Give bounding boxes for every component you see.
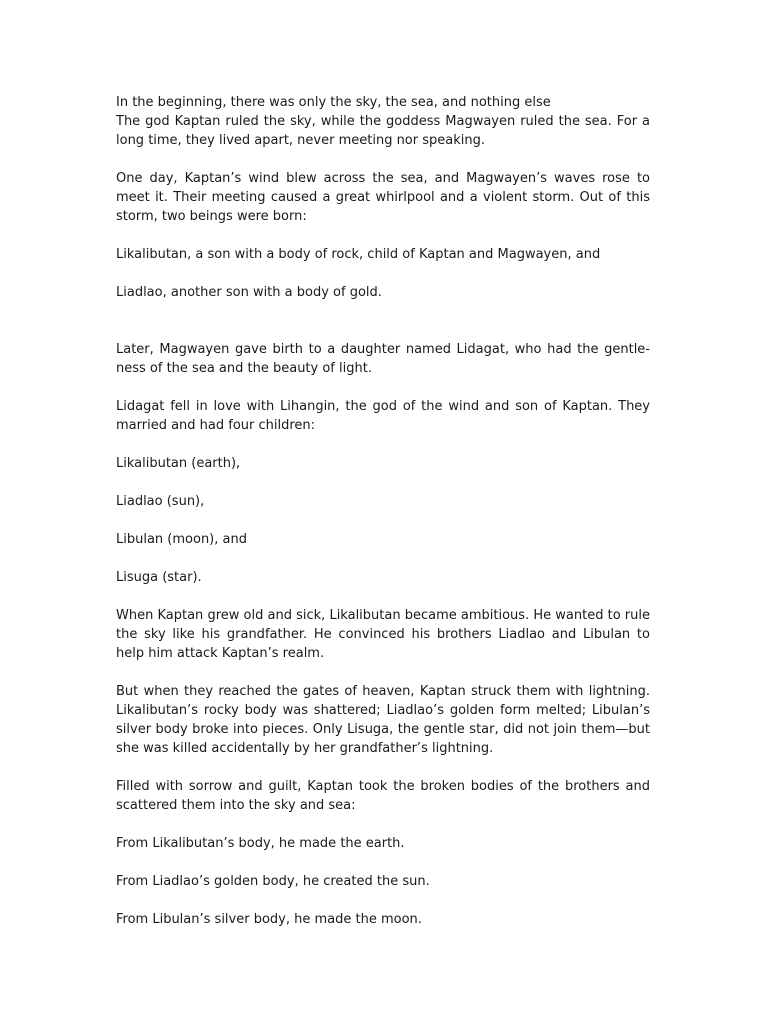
paragraph-lidagat-birth: Later, Magwayen gave birth to a daughter named Lidagat, who had the gentle-ness of the sea and the beauty of light. (116, 342, 650, 376)
paragraph-lightning: But when they reached the gates of heaven, Kaptan struck them with lightning. Likalibutan’s rocky body was shattered; Liadlao’s golden form melted; Libulan’s silver body broke into pieces. Only Lisuga, the gentle star, did not join them—but she was killed accidentally by her grandfather’s lightning. (116, 684, 650, 756)
paragraph-liadlao-birth: Liadlao, another son with a body of gold. (116, 285, 382, 300)
paragraph-lidagat-lihangin: Lidagat fell in love with Lihangin, the god of the wind and son of Kaptan. They married and had four children: (116, 399, 650, 433)
paragraph-ambition: When Kaptan grew old and sick, Likalibutan became ambitious. He wanted to rule the sky like his grandfather. He convinced his brothers Liadlao and Libulan to help him attack Kaptan’s realm. (116, 608, 650, 661)
paragraph-sun-creation: From Liadlao’s golden body, he created the sun. (116, 874, 430, 889)
list-item-sun: Liadlao (sun), (116, 494, 205, 509)
list-item-moon: Libulan (moon), and (116, 532, 247, 547)
list-item-star: Lisuga (star). (116, 570, 202, 585)
document-page (116, 93, 650, 929)
paragraph-sorrow: Filled with sorrow and guilt, Kaptan took the broken bodies of the brothers and scattered them into the sky and sea: (116, 779, 650, 813)
paragraph-earth-creation: From Likalibutan’s body, he made the earth. (116, 836, 405, 851)
list-item-earth: Likalibutan (earth), (116, 456, 241, 471)
paragraph-moon-creation: From Libulan’s silver body, he made the moon. (116, 912, 422, 927)
paragraph-likalibutan-birth: Likalibutan, a son with a body of rock, child of Kaptan and Magwayen, and (116, 247, 601, 262)
paragraph-kaptan-magwayen: The god Kaptan ruled the sky, while the goddess Magwayen ruled the sea. For a long time, they lived apart, never meeting nor speaking. (116, 114, 650, 148)
paragraph-opening-line: In the beginning, there was only the sky, the sea, and nothing else (116, 95, 551, 110)
paragraph-storm: One day, Kaptan’s wind blew across the sea, and Magwayen’s waves rose to meet it. Their meeting caused a great whirlpool and a violent storm. Out of this storm, two beings were born: (116, 171, 650, 224)
